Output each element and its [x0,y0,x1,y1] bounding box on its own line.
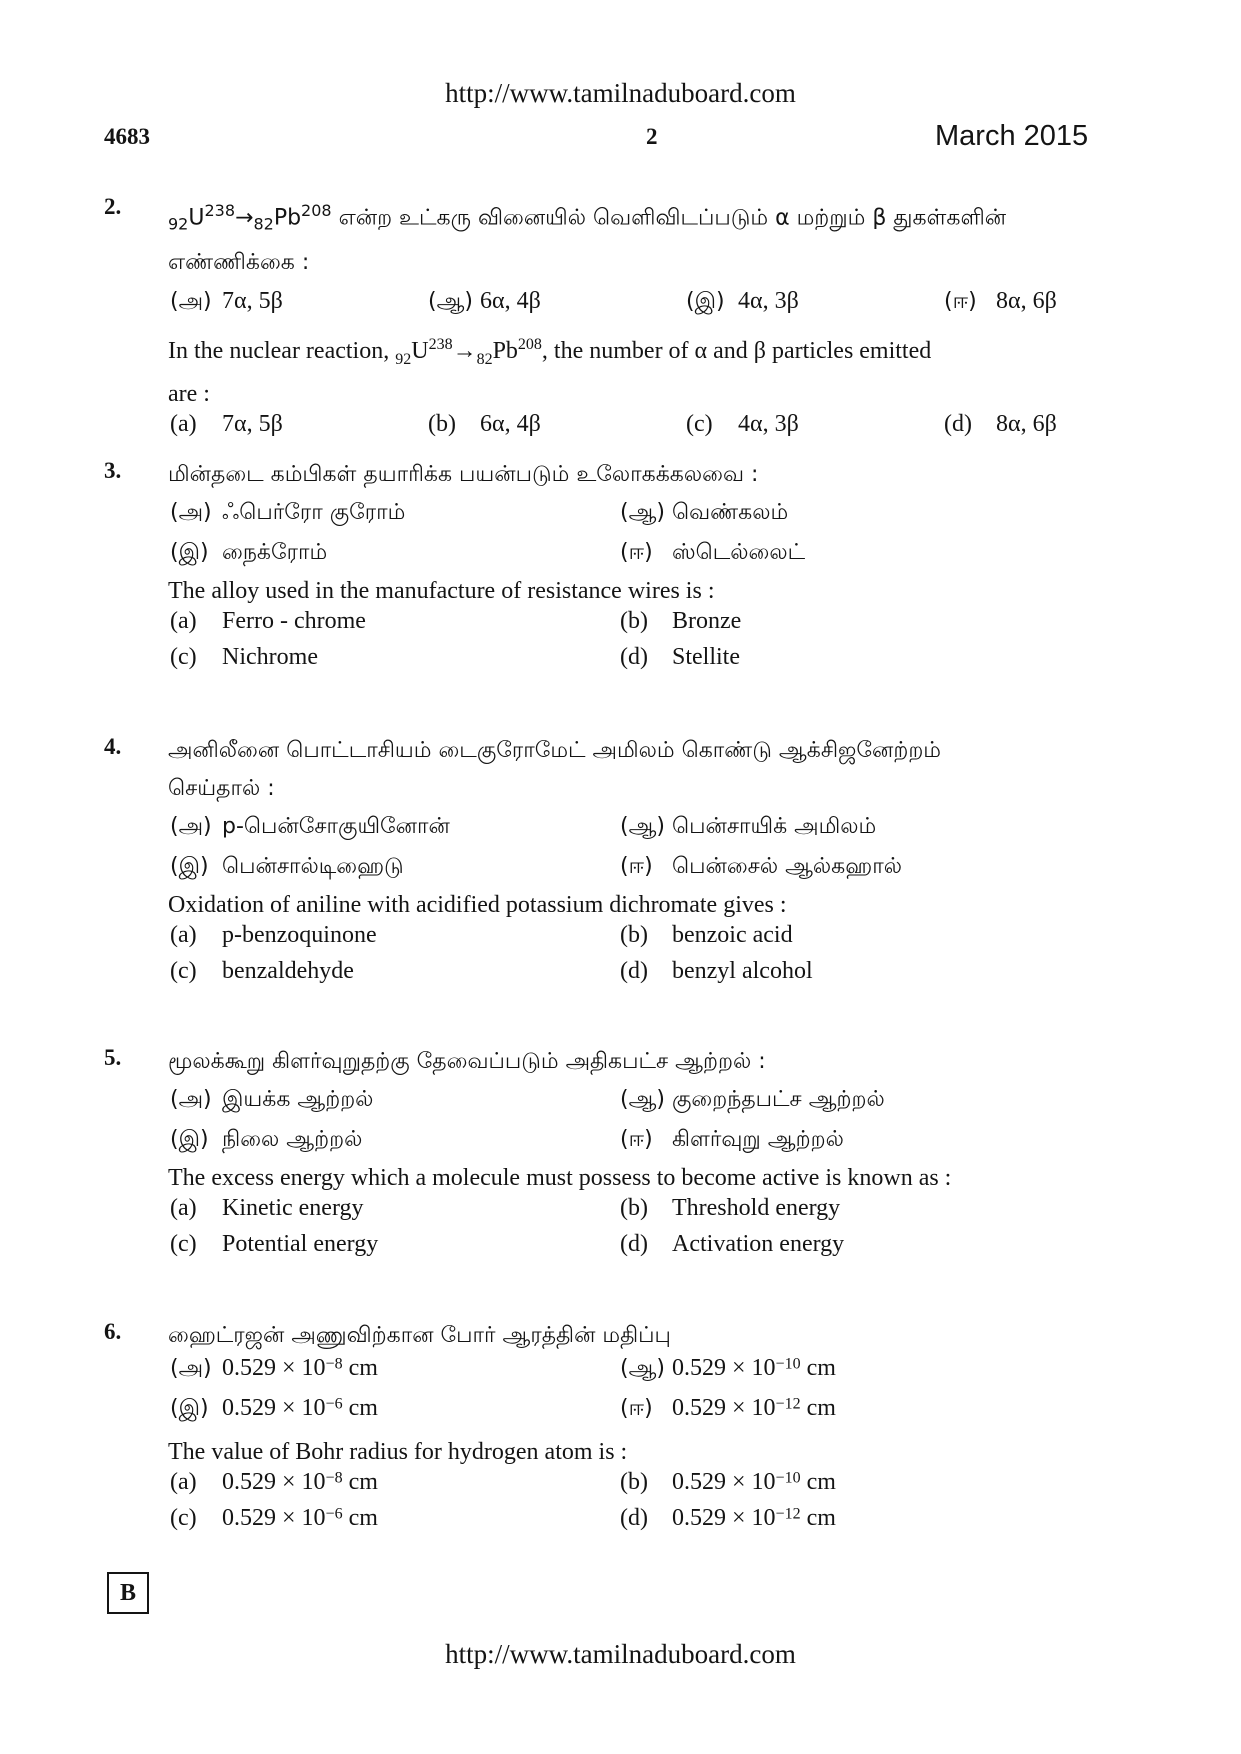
option-english-d: (d) benzyl alcohol [620,958,813,984]
option-english-d: (d) Stellite [620,644,740,670]
source-url-bottom: http://www.tamilnaduboard.com [445,1639,796,1669]
question-text-english-line2: are : [168,380,210,407]
option-tamil-1: (அ) இயக்க ஆற்றல் [170,1087,374,1112]
option-tamil-1: (அ) p-பென்சோகுயினோன் [170,814,450,839]
source-url-top: http://www.tamilnaduboard.com [445,78,796,108]
option-english-a: (a) p-benzoquinone [170,922,377,948]
options-tamil-row1 [168,808,1144,848]
option-english-a: (a) Kinetic energy [170,1195,364,1221]
option-tamil-2: (ஆ) குறைந்தபட்ச ஆற்றல் [620,1087,885,1112]
option-english-a: (a) Ferro - chrome [170,608,366,634]
exam-date: March 2015 [935,120,1089,152]
question-text-tamil: $_{92}U^{238}\to_{82}Pb^{208}$ என்ற உட்கரு வினையில் வெளிவிடப்படும் α மற்றும் β துகள்களின் [168,201,1007,234]
options-english-row1 [168,922,1144,958]
option-tamil-4: (ஈ) $0.529 \times 10^{-12}$ cm [620,1395,836,1421]
options-tamil-row2 [168,1121,1144,1161]
option-tamil-4: (ஈ) கிளர்வுறு ஆற்றல் [620,1127,844,1152]
page-number: 2 [646,124,658,149]
option-tamil-1: (அ) 7α, 5β [170,287,283,314]
options-tamil [168,288,1144,328]
option-english-b: (b) Threshold energy [620,1195,841,1221]
option-english-c: (c) Potential energy [170,1231,379,1257]
options-english-row1 [168,608,1144,644]
question-text-english: The excess energy which a molecule must possess to become active is known as : [168,1165,952,1191]
option-english-d: (d) Activation energy [620,1231,845,1257]
options-english [168,411,1144,447]
option-tamil-4: (ஈ) பென்சைல் ஆல்கஹால் [620,854,902,879]
option-english-c: (c) $0.529 \times 10^{-6}$ cm [170,1505,378,1531]
question-text-tamil-line2: எண்ணிக்கை : [168,249,310,275]
option-tamil-2: (ஆ) வெண்கலம் [620,500,789,525]
question-text-tamil-line2: செய்தால் : [168,776,275,801]
question-number: 4. [104,734,122,759]
options-english-row2 [168,958,1144,994]
option-tamil-3: (இ) 4α, 3β [686,287,799,314]
options-english-row2 [168,644,1144,680]
option-tamil-3: (இ) பென்சால்டிஹைடு [170,854,404,879]
question-number: 2. [104,194,122,219]
option-tamil-2: (ஆ) பென்சாயிக் அமிலம் [620,814,877,839]
option-english-d: (d) 8α, 6β [944,410,1057,437]
options-tamil-row2 [168,1395,1144,1435]
option-english-b: (b) $0.529 \times 10^{-10}$ cm [620,1469,836,1495]
option-tamil-1: (அ) ஃபெர்ரோ குரோம் [170,500,406,525]
options-tamil-row1 [168,494,1144,534]
option-english-d: (d) $0.529 \times 10^{-12}$ cm [620,1505,836,1531]
options-english-row1 [168,1195,1144,1231]
question-text-tamil: அனிலீனை பொட்டாசியம் டைகுரோமேட் அமிலம் கொண்டு ஆக்சிஜனேற்றம் [168,738,941,763]
question-number: 5. [104,1045,122,1070]
question-text-tamil: மின்தடை கம்பிகள் தயாரிக்க பயன்படும் உலோகக்கலவை : [168,462,759,487]
question-text-english: The alloy used in the manufacture of resistance wires is : [168,578,715,604]
option-english-c: (c) benzaldehyde [170,958,354,984]
option-english-b: (b) 6α, 4β [428,410,541,437]
question-number: 6. [104,1319,122,1344]
options-tamil-row1 [168,1355,1144,1395]
option-english-c: (c) Nichrome [170,644,318,670]
option-tamil-4: (ஈ) 8α, 6β [944,287,1057,314]
options-english-row2 [168,1231,1144,1267]
options-tamil-row2 [168,848,1144,888]
question-text-tamil: மூலக்கூறு கிளர்வுறுதற்கு தேவைப்படும் அதிகபட்ச ஆற்றல் : [168,1049,766,1074]
option-english-b: (b) Bronze [620,608,742,634]
options-tamil-row1 [168,1081,1144,1121]
paper-code: 4683 [104,124,150,149]
option-english-b: (b) benzoic acid [620,922,793,948]
option-english-a: (a) 7α, 5β [170,410,283,437]
question-text-tamil: ஹைட்ரஜன் அணுவிற்கான போர் ஆரத்தின் மதிப்பு [168,1323,671,1348]
option-tamil-1: (அ) $0.529 \times 10^{-8}$ cm [170,1355,378,1381]
question-number: 3. [104,458,122,483]
option-tamil-3: (இ) நிலை ஆற்றல் [170,1127,363,1152]
option-tamil-4: (ஈ) ஸ்டெல்லைட் [620,540,806,565]
option-tamil-2: (ஆ) $0.529 \times 10^{-10}$ cm [620,1355,836,1381]
options-tamil-row2 [168,534,1144,574]
page-letter-box: B [107,1572,149,1614]
option-tamil-3: (இ) $0.529 \times 10^{-6}$ cm [170,1395,378,1421]
question-text-english: In the nuclear reaction, $_{92}U^{238}\to_{82}Pb^{208}$, the number of α and β particles emitted [168,335,932,368]
option-tamil-3: (இ) நைக்ரோம் [170,540,328,565]
options-english-row1 [168,1469,1144,1505]
question-text-english: The value of Bohr radius for hydrogen atom is : [168,1439,628,1465]
question-text-english: Oxidation of aniline with acidified potassium dichromate gives : [168,892,787,918]
option-english-a: (a) $0.529 \times 10^{-8}$ cm [170,1469,378,1495]
option-english-c: (c) 4α, 3β [686,410,799,437]
option-tamil-2: (ஆ) 6α, 4β [428,287,541,314]
options-english-row2 [168,1505,1144,1541]
